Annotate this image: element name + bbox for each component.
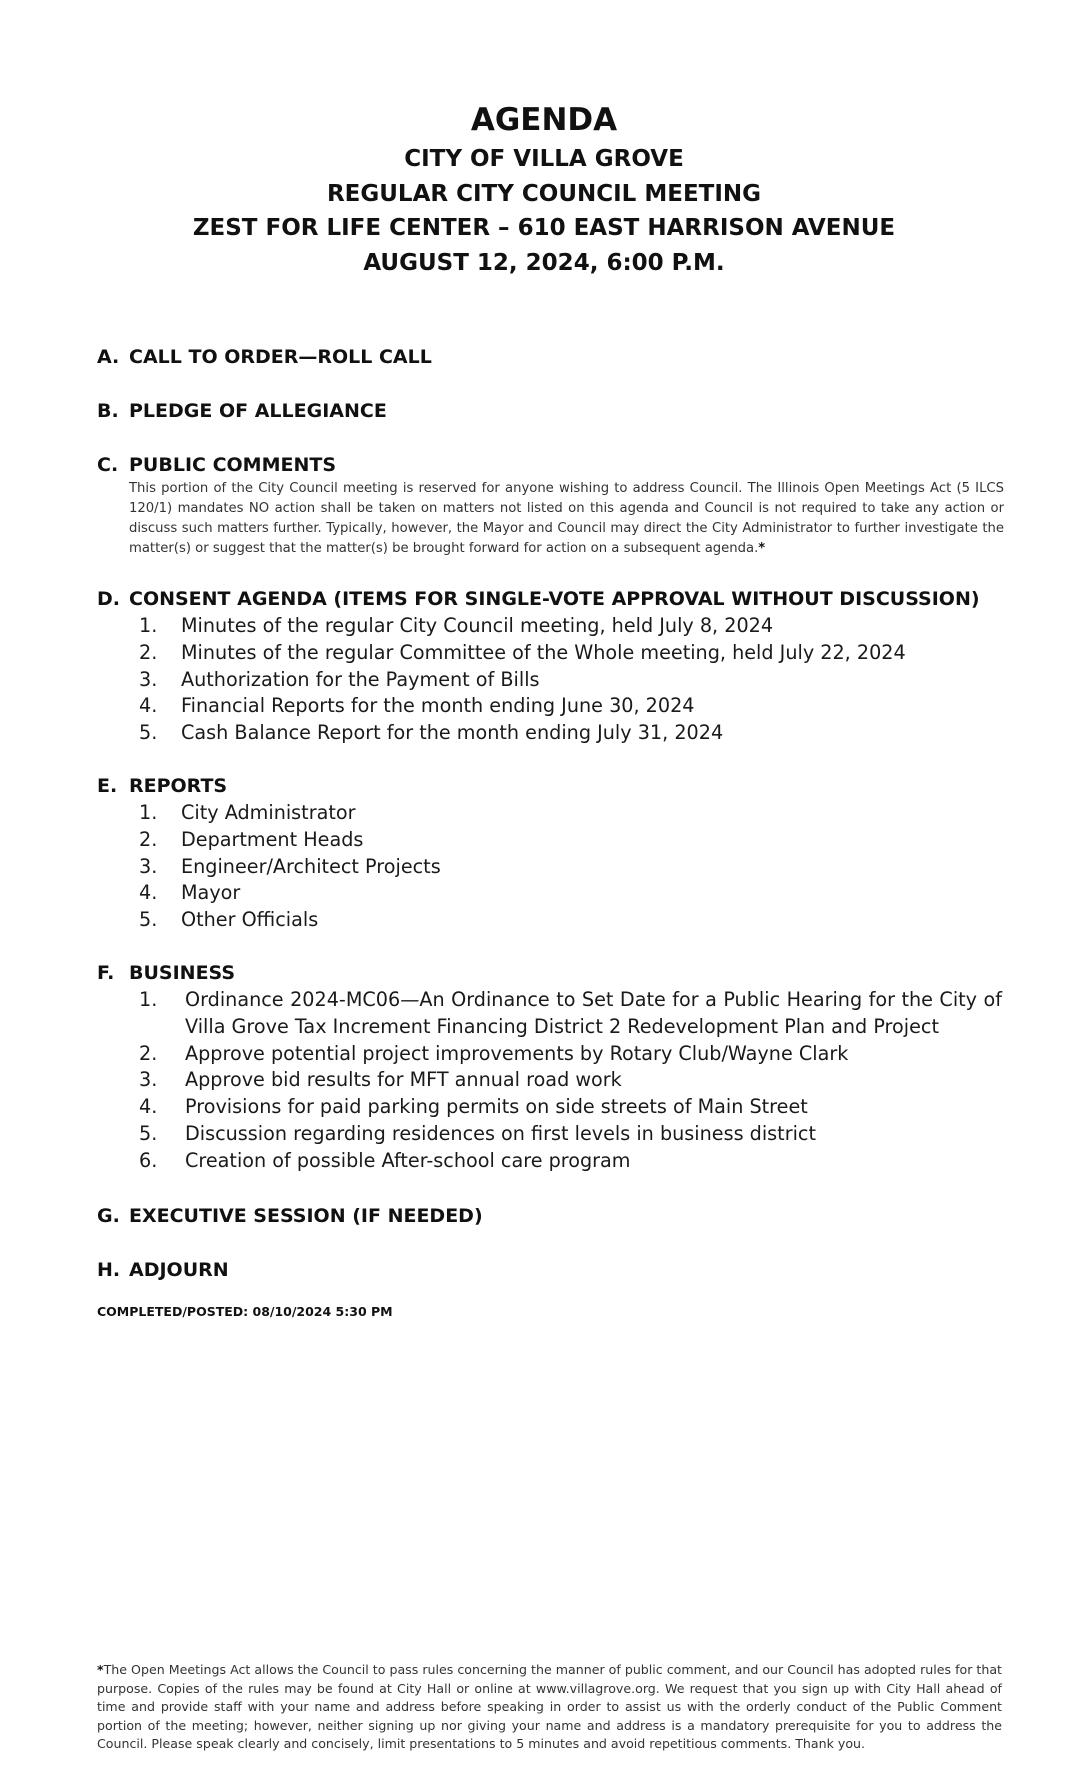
section-heading	[97, 398, 1002, 425]
consent-items	[139, 613, 1002, 747]
section-pledge	[97, 398, 1002, 425]
section-letter: E.	[97, 775, 118, 797]
list-item	[139, 987, 1002, 1041]
posted-timestamp: COMPLETED/POSTED: 08/10/2024 5:30 PM	[97, 1304, 393, 1319]
agenda-header	[0, 98, 1088, 280]
section-heading	[97, 1203, 1002, 1230]
item-number: 2.	[139, 1041, 158, 1065]
page-title: AGENDA	[470, 102, 618, 138]
section-heading	[97, 586, 1002, 613]
footnote-text: The Open Meetings Act allows the Council to pass rules concerning the manner of public comment, and our Council has adopted rules for that purpose. Copies of the rules may be found at City Hall or online at www.villagrove.org. We request that you sign up with City Hall ahead of time and provide staff with your name and address before speaking in order to assist us with the orderly conduct of the Public Comment portion of the meeting; however, neither signing up nor giving your name and address is a mandatory prerequisite for you to address the Council. Please speak clearly and concisely, limit presentations to 5 minutes and avoid repetitious comments. Thank you.	[97, 1662, 1002, 1751]
item-text: Cash Balance Report for the month ending July 31, 2024	[181, 721, 724, 745]
section-letter: C.	[97, 454, 119, 476]
section-heading	[97, 1257, 1002, 1284]
section-title: PUBLIC COMMENTS	[129, 454, 337, 476]
list-item	[139, 640, 1002, 667]
footnote-asterisk: *	[97, 1662, 104, 1677]
section-business	[97, 960, 1002, 1175]
item-text: Provisions for paid parking permits on side streets of Main Street	[185, 1095, 808, 1119]
item-text: Authorization for the Payment of Bills	[181, 667, 540, 691]
item-text: Mayor	[181, 881, 241, 905]
list-item	[139, 880, 1002, 907]
list-item	[139, 827, 1002, 854]
item-number: 4.	[139, 694, 158, 718]
item-text: Creation of possible After-school care program	[185, 1148, 631, 1172]
item-number: 4.	[139, 1095, 158, 1119]
list-item	[139, 613, 1002, 640]
section-title: EXECUTIVE SESSION (IF NEEDED)	[129, 1205, 483, 1227]
item-text: City Administrator	[181, 801, 356, 824]
section-heading	[97, 960, 1002, 987]
section-executive-session	[97, 1203, 1002, 1230]
list-item	[139, 1094, 1002, 1121]
section-letter: D.	[97, 588, 120, 610]
section-public-comments	[97, 452, 1002, 559]
item-number: 3.	[139, 854, 158, 878]
section-heading	[97, 452, 1002, 479]
note-asterisk: *	[758, 541, 766, 556]
section-title: BUSINESS	[129, 962, 236, 984]
item-text: Minutes of the regular Committee of the Whole meeting, held July 22, 2024	[181, 640, 906, 664]
list-item	[139, 1067, 1002, 1094]
section-letter: G.	[97, 1205, 120, 1227]
list-item	[139, 1148, 1002, 1175]
list-item	[139, 854, 1002, 881]
item-number: 5.	[139, 908, 158, 932]
meeting-datetime: AUGUST 12, 2024, 6:00 P.M.	[363, 249, 725, 276]
list-item	[139, 1041, 1002, 1068]
section-letter: H.	[97, 1259, 121, 1281]
item-text: Approve potential project improvements by Rotary Club/Wayne Clark	[185, 1041, 849, 1065]
item-number: 3.	[139, 667, 158, 691]
section-title: ADJOURN	[129, 1259, 229, 1281]
section-title: PLEDGE OF ALLEGIANCE	[129, 400, 387, 422]
section-title: REPORTS	[129, 775, 228, 797]
section-call-to-order	[97, 344, 1002, 371]
item-number: 3.	[139, 1068, 158, 1092]
meeting-type: REGULAR CITY COUNCIL MEETING	[326, 180, 762, 207]
item-number: 5.	[139, 1121, 158, 1145]
section-heading	[97, 773, 1002, 800]
note-text: This portion of the City Council meeting is reserved for anyone wishing to address Council. The Illinois Open Meetings Act (5 ILCS 120/1) mandates NO action shall be taken on matters not listed on this agenda and Council is not required to take any action or discuss such matters further. Typically, however, the Mayor and Council may direct the City Administrator to further investigate the matter(s) or suggest that the matter(s) be brought forward for action on a subsequent agenda.	[129, 481, 1004, 556]
item-text: Minutes of the regular City Council meeting, held July 8, 2024	[181, 614, 774, 637]
list-item	[139, 693, 1002, 720]
item-number: 5.	[139, 721, 158, 745]
list-item	[139, 667, 1002, 694]
footnote	[97, 1661, 1002, 1754]
item-number: 2.	[139, 827, 158, 851]
section-reports	[97, 773, 1002, 934]
list-item	[139, 1121, 1002, 1148]
business-items	[139, 987, 1002, 1175]
item-text: Discussion regarding residences on first levels in business district	[185, 1121, 816, 1145]
section-title: CONSENT AGENDA (ITEMS FOR SINGLE-VOTE APPROVAL WITHOUT DISCUSSION)	[129, 588, 980, 610]
section-letter: B.	[97, 400, 119, 422]
item-text: Approve bid results for MFT annual road work	[185, 1068, 622, 1092]
city-name: CITY OF VILLA GROVE	[404, 146, 684, 172]
item-number: 1.	[139, 988, 158, 1011]
public-comments-note	[129, 479, 1004, 559]
item-number: 1.	[139, 614, 158, 637]
item-text: Engineer/Architect Projects	[181, 854, 441, 878]
section-letter: F.	[97, 962, 115, 984]
item-number: 2.	[139, 640, 158, 664]
item-text: Department Heads	[181, 827, 364, 851]
section-consent-agenda	[97, 586, 1002, 747]
meeting-location: ZEST FOR LIFE CENTER – 610 EAST HARRISON AVENUE	[192, 215, 896, 241]
item-number: 4.	[139, 881, 158, 905]
section-heading	[97, 344, 1002, 371]
item-text: Financial Reports for the month ending June 30, 2024	[181, 694, 695, 718]
item-number: 1.	[139, 801, 158, 824]
item-text: Ordinance 2024-MC06—An Ordinance to Set Date for a Public Hearing for the City of Villa Grove Tax Increment Financing District 2 Redevelopment Plan and Project	[185, 988, 1002, 1038]
section-letter: A.	[97, 346, 120, 368]
list-item	[139, 800, 1002, 827]
item-number: 6.	[139, 1148, 158, 1172]
section-title: CALL TO ORDER—ROLL CALL	[129, 346, 432, 368]
list-item	[139, 907, 1002, 934]
section-adjourn	[97, 1257, 1002, 1284]
report-items	[139, 800, 1002, 934]
list-item	[139, 720, 1002, 747]
item-text: Other Officials	[181, 908, 319, 932]
